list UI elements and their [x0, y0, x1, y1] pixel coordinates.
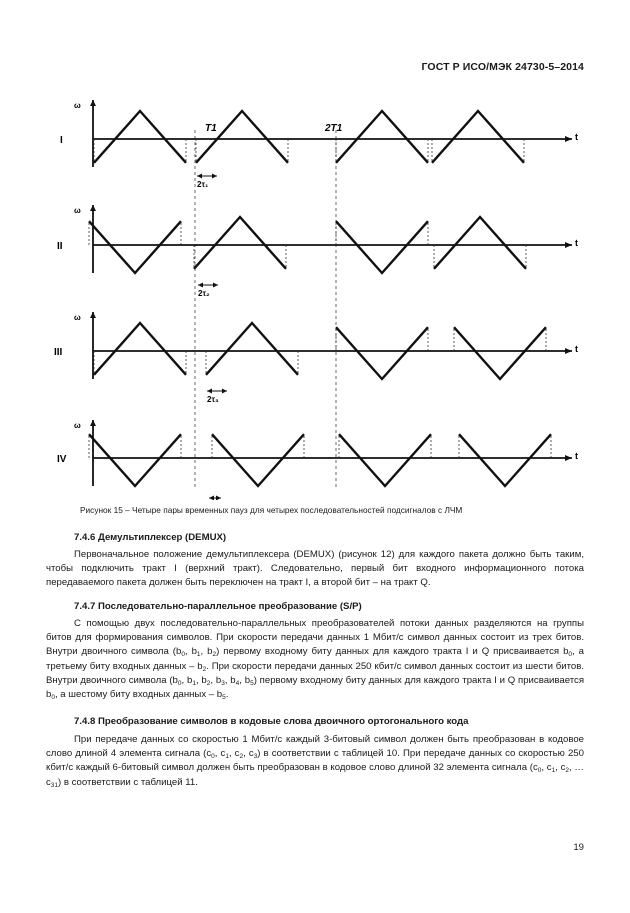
- chirp-segment: [206, 323, 298, 375]
- document-header: ГОСТ Р ИСО/МЭК 24730-5–2014: [421, 61, 584, 73]
- arrow-left-icon: [207, 389, 212, 394]
- section-title-sp: 7.4.7 Последовательно-параллельное преобразование (S/P): [74, 601, 362, 612]
- section-body-codewords: При передаче данных со скоростью 1 Мбит/с каждый 3-битовый символ должен быть преобразован в кодовое слово длиной 4 элемента сигнала ($c_0$, $c_1$, $c_2$, $c_3$) в соответствии с таблицей 10. При передаче данных со скоростью 250 кбит/с каждый 6-битовый символ должен быть преобразован в кодовое слово длиной 32 элемента сигнала ($c_0$, $c_1$, $c_2$, … $c_{31}$) в соответствии с таблицей 11.: [46, 734, 584, 789]
- chirp-segment: [196, 111, 288, 163]
- chirp-segment: [94, 323, 186, 375]
- pause-label: 2τ₃: [207, 395, 219, 404]
- arrow-left-icon: [198, 283, 203, 288]
- section-title-demux: 7.4.6 Демультиплексер (DEMUX): [74, 532, 227, 543]
- x-axis-label: t: [575, 238, 578, 248]
- chirp-segment: [459, 434, 551, 486]
- x-axis-arrow-icon: [565, 136, 572, 142]
- arrow-right-icon: [222, 389, 227, 394]
- x-axis-label: t: [575, 344, 578, 354]
- chirp-segment: [89, 221, 181, 273]
- chirp-segment: [454, 327, 546, 379]
- marker-t1-label: T1: [205, 123, 217, 134]
- section-body-demux: Первоначальное положение демультиплексера (DEMUX) (рисунок 12) для каждого пакета должно быть таким, чтобы подключить тракт I (верхний тракт). Следовательно, первый бит входного информационного потока передаваемого пакета должен быть переключен на тракт I, а второй бит – на тракт Q.: [46, 549, 584, 589]
- chirp-segment: [336, 327, 428, 379]
- row-label: I: [60, 135, 63, 146]
- chirp-segment: [212, 434, 304, 486]
- y-axis-label: ω: [74, 421, 81, 430]
- chirp-segment: [336, 111, 428, 163]
- y-axis-arrow-icon: [90, 312, 96, 318]
- arrow-left-icon: [197, 174, 202, 179]
- section-title-codewords: 7.4.8 Преобразование символов в кодовые слова двоичного ортогонального кода: [74, 716, 469, 727]
- y-axis-arrow-icon: [90, 205, 96, 211]
- chirp-segment: [434, 217, 526, 269]
- page-number: 19: [573, 842, 584, 853]
- x-axis-label: t: [575, 132, 578, 142]
- y-axis-label: ω: [74, 101, 81, 110]
- chirp-segment: [89, 434, 181, 486]
- marker-2t1-label: 2T1: [325, 123, 343, 134]
- pause-label: 2τ₁: [197, 180, 209, 189]
- x-axis-arrow-icon: [565, 348, 572, 354]
- arrow-left-icon: [209, 496, 214, 501]
- row-label: II: [57, 241, 63, 252]
- y-axis-label: ω: [74, 206, 81, 215]
- arrow-right-icon: [216, 496, 221, 501]
- chirp-segment: [336, 221, 428, 273]
- figure-caption: Рисунок 15 – Четыре пары временных пауз для четырех последовательностей подсигналов с ЛЧМ: [80, 505, 463, 515]
- arrow-right-icon: [213, 283, 218, 288]
- x-axis-arrow-icon: [565, 455, 572, 461]
- y-axis-arrow-icon: [90, 100, 96, 106]
- section-body-sp: С помощью двух последовательно-параллельных преобразователей потоки данных разделяются на группы битов для формирования символов. При скорости передачи данных 1 Мбит/с символ данных состоит из трех битов. Внутри двоичного символа ($b_0$, $b_1$, $b_2$) первому входному биту данных для каждого тракта I и Q присваивается $b_0$, а третьему биту входных данных – $b_2$. При скорости передачи данных 250 кбит/с символ данных состоит из шести битов. Внутри двоичного символа ($b_0$, $b_1$, $b_2$, $b_3$, $b_4$, $b_5$) первому входному биту данных для каждого тракта I и Q присваивается $b_0$, а шестому биту входных данных – $b_5$.: [46, 618, 585, 702]
- chirp-segment: [94, 111, 186, 163]
- y-axis-arrow-icon: [90, 420, 96, 426]
- row-label: III: [54, 347, 63, 358]
- row-label: IV: [57, 454, 67, 465]
- x-axis-arrow-icon: [565, 242, 572, 248]
- pause-label: 2τ₂: [198, 289, 210, 298]
- arrow-right-icon: [212, 174, 217, 179]
- chirp-segment: [194, 217, 286, 269]
- chirp-segment: [339, 434, 431, 486]
- y-axis-label: ω: [74, 313, 81, 322]
- x-axis-label: t: [575, 451, 578, 461]
- chirp-segment: [432, 111, 524, 163]
